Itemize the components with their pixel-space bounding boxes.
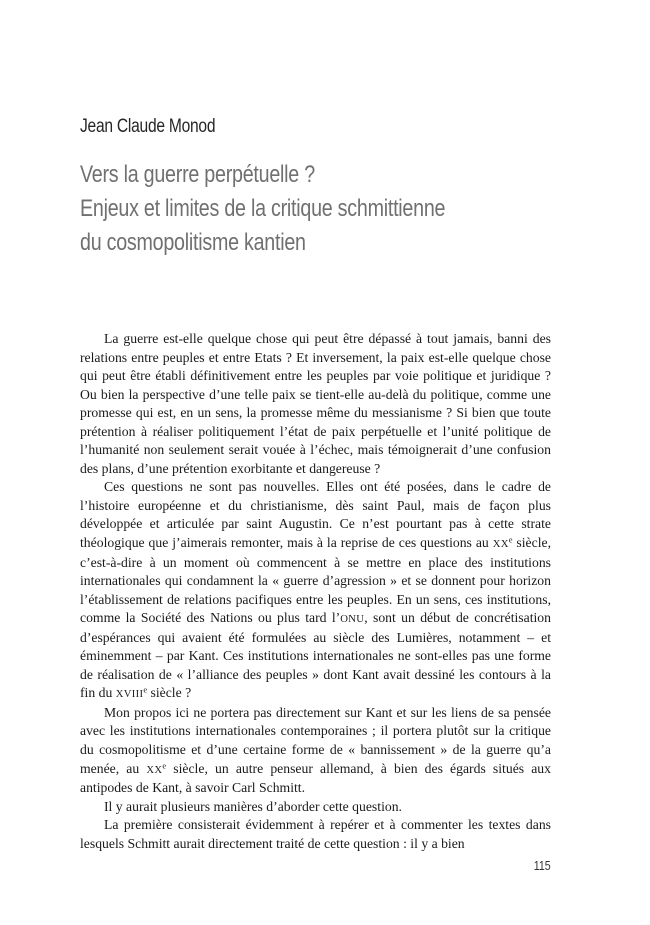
superscript: e [162,759,167,770]
small-caps-century: XVIII [115,688,144,701]
small-caps-century: XX [492,538,509,551]
paragraph-2 [80,478,551,704]
small-caps-century: XX [146,763,163,776]
title-line: Enjeux et limites de la critique schmittienne [80,195,446,222]
text-run: Ces questions ne sont pas nouvelles. Elles ont été posées, dans le cadre de l’histoire européenne et du christianisme, dès saint Paul, mais de façon plus développée et articulée par saint Augustin. Ce n’est pourtant pas à cette strate théologique que j’aimerais remonter, mais à la reprise de ces questions au [80,479,551,551]
paragraph-4: Il y aurait plusieurs manières d’aborder cette question. [104,798,402,814]
title-line: Vers la guerre perpétuelle ? [80,161,315,188]
title-line: du cosmopolitisme kantien [80,229,306,256]
small-caps-acronym: ONU [340,613,365,626]
page-number: 115 [533,858,551,873]
superscript: e [143,684,148,695]
author-name: Jean Claude Monod [80,116,216,137]
paragraph-5: La première consisterait évidemment à repérer et à commenter les textes dans lesquels Schmitt aurait directement traité de cette question : il y a bien [80,817,551,851]
paragraph-3 [80,704,551,798]
superscript: e [508,534,513,545]
text-run: Mon propos ici ne portera pas directement sur Kant et sur les liens de sa pensée avec les institutions internationales contemporaines ; il portera plutôt sur la critique du cosmopolitisme et d’une certaine forme de « bannissement » de la guerre qu’a menée, au [80,704,551,776]
body-text [80,330,551,853]
text-run: , sont un début de concrétisation d’espérances qui avaient été formulées au siècle des Lumières, notamment – et éminemment – par Kant. Ces institutions internationales ne sont-elles pas une forme de réalisation de « l’alliance des peuples » dont Kant avait dessiné les contours à la fin du [80,610,551,701]
text-run: siècle, c’est-à-dire à un moment où commencent à se mettre en place des institutions internationales qui condamnent la « guerre d’agression » et se donnent pour horizon l’établissement de relations pacifiques entre les peuples. En un sens, ces institutions, comme la Société des Nations ou plus tard l’ [80,535,551,626]
text-run: siècle, un autre penseur allemand, à bien des égards situés aux antipodes de Kant, à savoir Carl Schmitt. [80,760,551,796]
paragraph-1: La guerre est-elle quelque chose qui peut être dépassé à tout jamais, banni des relations entre peuples et entre Etats ? Et inversement, la paix est-elle quelque chose qui peut être établi définitivement entre les peuples par voie politique et juridique ? Ou bien la perspective d’une telle paix se tient-elle au-delà du politique, comme une promesse qui est, en un sens, la promesse même du messianisme ? Si bien que toute prétention à réaliser politiquement l’état de paix perpétuelle et l’unité politique de l’humanité non seulement serait vouée à l’échec, mais témoignerait d’une confusion des plans, d’une prétention exorbitante et dangereuse ? [80,331,551,476]
text-run: siècle ? [147,685,192,701]
chapter-title [80,158,539,260]
